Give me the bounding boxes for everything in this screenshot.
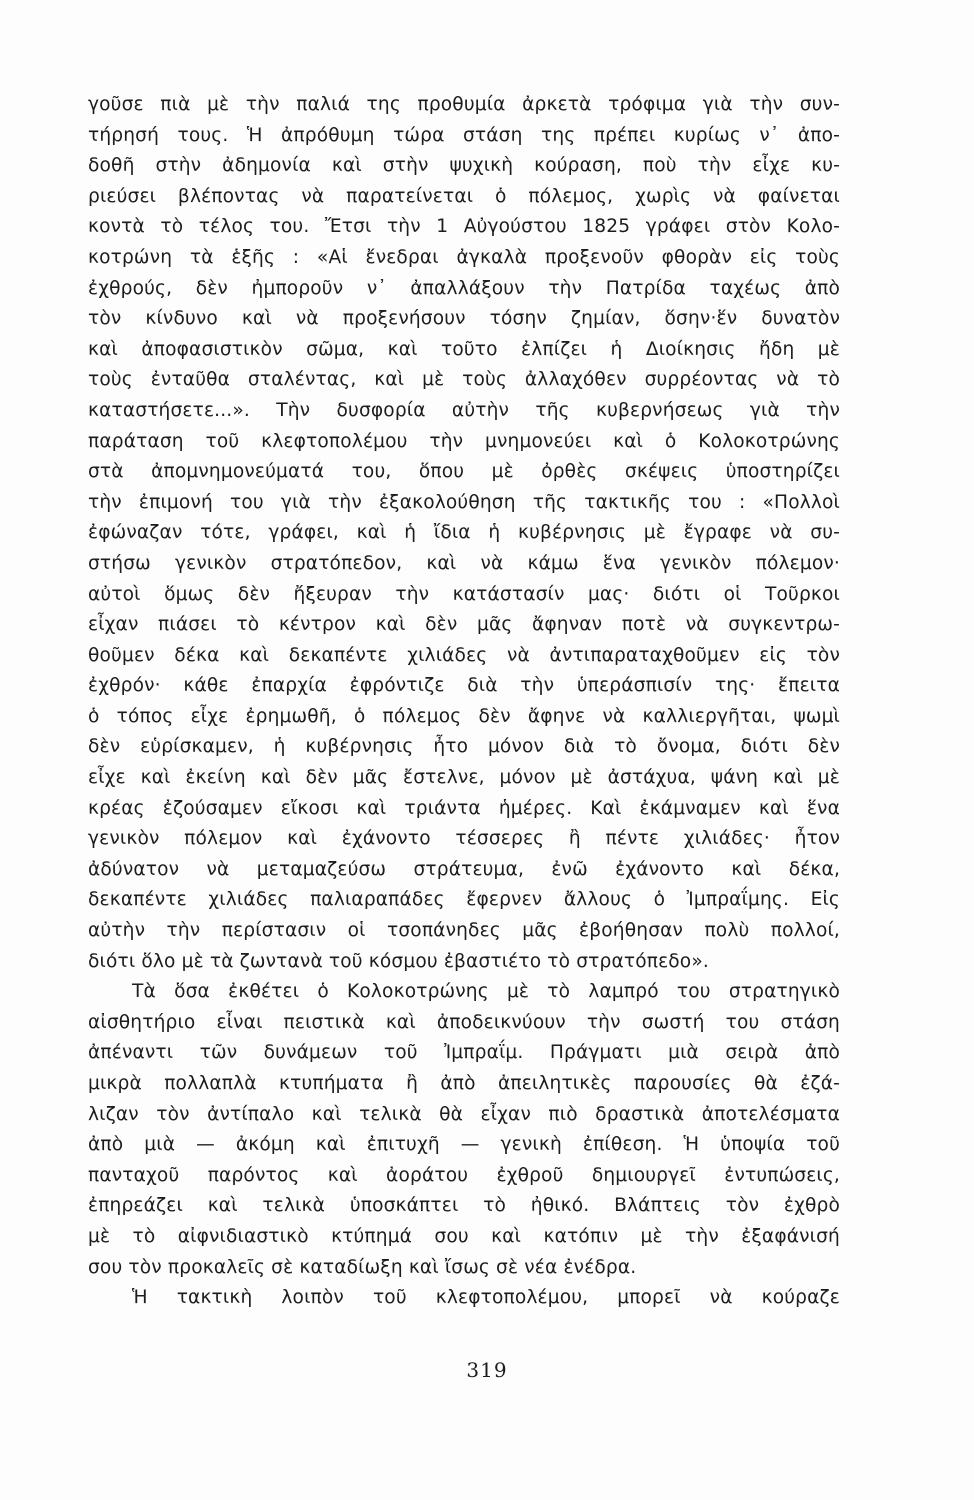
- text-line: Ἡ τακτικὴ λοιπὸν τοῦ κλεφτοπολέμου, μπορεῖ νὰ κούραζε: [132, 1287, 840, 1309]
- text-line: αὐτοὶ ὅμως δὲν ἤξευραν τὴν κατάστασίν μας· διότι οἱ Τοῦρκοι: [88, 583, 840, 605]
- text-line: δεκαπέντε χιλιάδες παλιαραπάδες ἔφερνεν ἄλλους ὁ Ἰμπραΐμης. Εἰς: [88, 889, 840, 911]
- text-line: πανταχοῦ παρόντος καὶ ἀοράτου ἐχθροῦ δημιουργεῖ ἐντυπώσεις,: [88, 1164, 840, 1186]
- text-line: διότι ὅλο μὲ τὰ ζωντανὰ τοῦ κόσμου ἐβαστιέτο τὸ στρατόπεδο».: [88, 950, 709, 972]
- page-number: 319: [466, 1358, 508, 1382]
- text-line: ἀπὸ μιὰ — ἀκόμη καὶ ἐπιτυχῆ — γενικὴ ἐπίθεση. Ἡ ὑποψία τοῦ: [88, 1134, 840, 1156]
- text-line: παράταση τοῦ κλεφτοπολέμου τὴν μνημονεύει καὶ ὁ Κολοκοτρώνης: [88, 430, 840, 452]
- text-line: ὁ τόπος εἶχε ἐρημωθῆ, ὁ πόλεμος δὲν ἄφηνε νὰ καλλιεργῆται, ψωμὶ: [88, 705, 840, 727]
- text-line: τὴν ἐπιμονή του γιὰ τὴν ἐξακολούθηση τῆς τακτικῆς του : «Πολλοὶ: [88, 491, 840, 513]
- text-line: μὲ τὸ αἰφνιδιαστικὸ κτύπημά σου καὶ κατόπιν μὲ τὴν ἐξαφάνισή: [88, 1225, 840, 1247]
- text-line: εἶχαν πιάσει τὸ κέντρον καὶ δὲν μᾶς ἄφηναν ποτὲ νὰ συγκεντρω-: [88, 614, 840, 636]
- text-line: κρέας ἐζούσαμεν εἴκοσι καὶ τριάντα ἡμέρες. Καὶ ἐκάμναμεν καὶ ἕνα: [88, 797, 840, 819]
- text-line: στὰ ἀπομνημονεύματά του, ὅπου μὲ ὀρθὲς σκέψεις ὑποστηρίζει: [88, 461, 840, 483]
- text-line: ἐχθρούς, δὲν ἠμποροῦν ν᾽ ἀπαλλάξουν τὴν Πατρίδα ταχέως ἀπὸ: [88, 277, 840, 299]
- text-line: κοντὰ τὸ τέλος του. Ἔτσι τὴν 1 Αὐγούστου 1825 γράφει στὸν Κολο-: [88, 216, 840, 238]
- text-line: τὸν κίνδυνο καὶ νὰ προξενήσουν τόσην ζημίαν, ὅσην·ἕν δυνατὸν: [88, 308, 840, 330]
- text-line: εἶχε καὶ ἐκείνη καὶ δὲν μᾶς ἔστελνε, μόνον μὲ ἀστάχυα, ψάνη καὶ μὲ: [88, 767, 840, 789]
- text-line: ἀπέναντι τῶν δυνάμεων τοῦ Ἰμπραΐμ. Πράγματι μιὰ σειρὰ ἀπὸ: [88, 1042, 840, 1064]
- text-line: κοτρώνη τὰ ἑξῆς : «Αἱ ἔνεδραι ἀγκαλὰ προξενοῦν φθορὰν εἰς τοὺς: [88, 246, 840, 268]
- text-line: τοὺς ἐνταῦθα σταλέντας, καὶ μὲ τοὺς ἀλλαχόθεν συρρέοντας νὰ τὸ: [88, 369, 840, 391]
- text-line: σου τὸν προκαλεῖς σὲ καταδίωξη καὶ ἴσως σὲ νέα ἐνέδρα.: [88, 1256, 637, 1278]
- text-line: δοθῆ στὴν ἀδημονία καὶ στὴν ψυχικὴ κούραση, ποὺ τὴν εἶχε κυ-: [88, 155, 840, 177]
- text-line: ἐπηρεάζει καὶ τελικὰ ὑποσκάπτει τὸ ἠθικό. Βλάπτεις τὸν ἐχθρὸ: [88, 1195, 840, 1217]
- text-line: αἰσθητήριο εἶναι πειστικὰ καὶ ἀποδεικνύουν τὴν σωστή του στάση: [88, 1011, 840, 1033]
- text-line: λιζαν τὸν ἀντίπαλο καὶ τελικὰ θὰ εἶχαν πιὸ δραστικὰ ἀποτελέσματα: [88, 1103, 840, 1125]
- text-line: ἀδύνατον νὰ μεταμαζεύσω στράτευμα, ἐνῶ ἐχάνοντο καὶ δέκα,: [88, 858, 840, 880]
- text-line: ἐφώναζαν τότε, γράφει, καὶ ἡ ἴδια ἡ κυβέρνησις μὲ ἔγραφε νὰ συ-: [88, 522, 840, 544]
- text-line: μικρὰ πολλαπλὰ κτυπήματα ἢ ἀπὸ ἀπειλητικὲς παρουσίες θὰ ἐζά-: [88, 1073, 840, 1094]
- text-line: καταστήσετε...». Τὴν δυσφορία αὐτὴν τῆς κυβερνήσεως γιὰ τὴν: [88, 399, 840, 421]
- text-line: ριεύσει βλέποντας νὰ παρατείνεται ὁ πόλεμος, χωρὶς νὰ φαίνεται: [88, 185, 840, 207]
- text-line: καὶ ἀποφασιστικὸν σῶμα, καὶ τοῦτο ἐλπίζει ἡ Διοίκησις ἤδη μὲ: [88, 338, 840, 360]
- body-text: [88, 90, 840, 1314]
- text-line: στήσω γενικὸν στρατόπεδον, καὶ νὰ κάμω ἕνα γενικὸν πόλεμον·: [88, 552, 840, 574]
- text-line: γενικὸν πόλεμον καὶ ἐχάνοντο τέσσερες ἢ πέντε χιλιάδες· ἦτον: [88, 828, 840, 850]
- text-line: αὐτὴν τὴν περίστασιν οἱ τσοπάνηδες μᾶς ἐβοήθησαν πολὺ πολλοί,: [88, 920, 840, 942]
- text-line: ἐχθρόν· κάθε ἐπαρχία ἐφρόντιζε διὰ τὴν ὑπεράσπισίν της· ἔπειτα: [88, 675, 840, 697]
- text-line: Τὰ ὅσα ἐκθέτει ὁ Κολοκοτρώνης μὲ τὸ λαμπρό του στρατηγικὸ: [132, 981, 840, 1003]
- text-line: τήρησή τους. Ἡ ἀπρόθυμη τώρα στάση της πρέπει κυρίως ν᾽ ἀπο-: [88, 124, 840, 146]
- text-line: γοῦσε πιὰ μὲ τὴν παλιά της προθυμία ἀρκετὰ τρόφιμα γιὰ τὴν συν-: [88, 94, 840, 115]
- text-line: δὲν εὑρίσκαμεν, ἡ κυβέρνησις ἦτο μόνον διὰ τὸ ὄνομα, διότι δὲν: [88, 736, 840, 758]
- text-line: θοῦμεν δέκα καὶ δεκαπέντε χιλιάδες νὰ ἀντιπαραταχθοῦμεν εἰς τὸν: [88, 644, 840, 666]
